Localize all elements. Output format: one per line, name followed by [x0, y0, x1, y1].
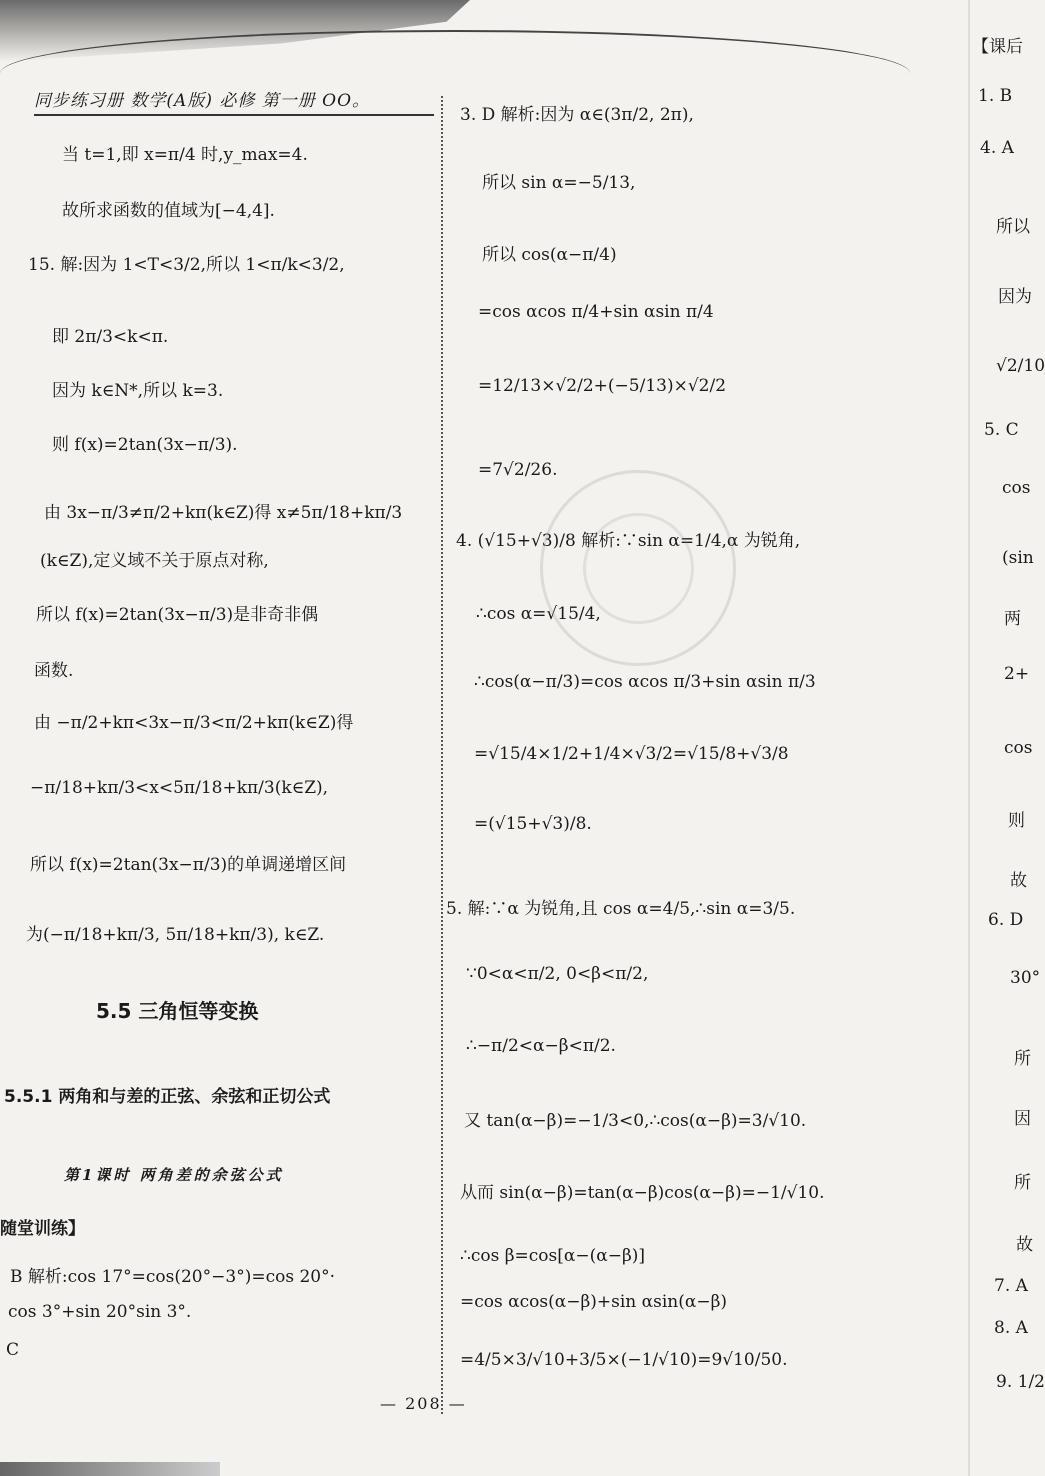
answer-line: 所以 cos(α−π/4) — [482, 245, 617, 265]
answer-line: ∵0<α<π/2, 0<β<π/2, — [466, 964, 649, 984]
practice-heading: 随堂训练】 — [0, 1219, 85, 1239]
answer-line: 15. 解:因为 1<T<3/2,所以 1<π/k<3/2, — [28, 255, 345, 275]
answer-line: 函数. — [34, 661, 74, 681]
page-edge — [968, 0, 970, 1476]
answer-line: 5. 解:∵α 为锐角,且 cos α=4/5,∴sin α=3/5. — [446, 899, 796, 919]
cropped-text: (sin — [1002, 548, 1034, 568]
answer-line: 所以 f(x)=2tan(3x−π/3)是非奇非偶 — [36, 605, 319, 625]
watermark-stamp — [540, 470, 736, 666]
column-divider — [441, 96, 443, 1414]
answer-line: 又 tan(α−β)=−1/3<0,∴cos(α−β)=3/√10. — [464, 1111, 807, 1131]
answer-line: =cos αcos π/4+sin αsin π/4 — [478, 302, 714, 322]
answer-line: =(√15+√3)/8. — [474, 814, 592, 834]
answer-line: 4. (√15+√3)/8 解析:∵sin α=1/4,α 为锐角, — [456, 531, 801, 551]
cropped-text: cos — [1004, 738, 1033, 758]
answer-line: cos 3°+sin 20°sin 3°. — [8, 1302, 192, 1322]
answer-line: C — [6, 1340, 20, 1360]
answer-line: 所以 sin α=−5/13, — [482, 173, 636, 193]
running-head: 同步练习册 数学(A版) 必修 第一册 OO。 — [34, 86, 434, 116]
cropped-text: 8. A — [994, 1318, 1028, 1338]
answer-line: 3. D 解析:因为 α∈(3π/2, 2π), — [460, 105, 694, 125]
cropped-text: 7. A — [994, 1276, 1028, 1296]
answer-line: −π/18+kπ/3<x<5π/18+kπ/3(k∈Z), — [30, 778, 329, 798]
cropped-text: 5. C — [984, 420, 1019, 440]
cropped-text: 9. 1/2 — [996, 1372, 1045, 1392]
cropped-text: 所 — [1014, 1049, 1031, 1069]
answer-line: 因为 k∈N*,所以 k=3. — [52, 381, 224, 401]
answer-line: 为(−π/18+kπ/3, 5π/18+kπ/3), k∈Z. — [26, 925, 325, 945]
cropped-text: 故 — [1010, 871, 1027, 891]
answer-line: 故所求函数的值域为[−4,4]. — [62, 201, 275, 221]
answer-line: 则 f(x)=2tan(3x−π/3). — [52, 435, 238, 455]
answer-line: ∴−π/2<α−β<π/2. — [466, 1036, 616, 1056]
answer-line: 由 3x−π/3≠π/2+kπ(k∈Z)得 x≠5π/18+kπ/3 — [44, 503, 403, 523]
cropped-text: 故 — [1016, 1235, 1033, 1255]
answer-line: =7√2/26. — [478, 460, 558, 480]
answer-line: 由 −π/2+kπ<3x−π/3<π/2+kπ(k∈Z)得 — [34, 713, 354, 733]
cropped-text: 6. D — [988, 910, 1024, 930]
answer-line: 所以 f(x)=2tan(3x−π/3)的单调递增区间 — [30, 855, 347, 875]
answer-line: 当 t=1,即 x=π/4 时,y_max=4. — [62, 145, 308, 165]
answer-line: ∴cos(α−π/3)=cos αcos π/3+sin αsin π/3 — [474, 672, 816, 692]
cropped-text: 两 — [1004, 609, 1021, 629]
cropped-text: 所以 — [996, 217, 1030, 237]
cropped-text: √2/10 — [996, 356, 1045, 376]
answer-line: B 解析:cos 17°=cos(20°−3°)=cos 20°· — [10, 1267, 335, 1287]
cropped-text: 所 — [1014, 1173, 1031, 1193]
cropped-text: 因 — [1014, 1109, 1031, 1129]
cropped-text: 1. B — [978, 86, 1013, 106]
answer-line: =√15/4×1/2+1/4×√3/2=√15/8+√3/8 — [474, 744, 789, 764]
section-title: 5.5 三角恒等变换 — [96, 999, 259, 1023]
cropped-text: 2+ — [1004, 664, 1030, 684]
subsection-title: 5.5.1 两角和与差的正弦、余弦和正切公式 — [4, 1087, 331, 1107]
answer-line: ∴cos α=√15/4, — [476, 604, 601, 624]
answer-line: 从而 sin(α−β)=tan(α−β)cos(α−β)=−1/√10. — [460, 1183, 825, 1203]
answer-line: =12/13×√2/2+(−5/13)×√2/2 — [478, 376, 727, 396]
lesson-title: 第1课时 两角差的余弦公式 — [64, 1166, 284, 1184]
cropped-text: 则 — [1008, 811, 1025, 831]
cropped-text: 因为 — [998, 287, 1032, 307]
cropped-text: 【课后 — [972, 37, 1023, 57]
answer-line: (k∈Z),定义域不关于原点对称, — [40, 551, 269, 571]
page-number: — 208 — — [380, 1394, 467, 1413]
answer-line: =cos αcos(α−β)+sin αsin(α−β) — [460, 1292, 728, 1312]
answer-line: 即 2π/3<k<π. — [52, 327, 169, 347]
cropped-text: 30° — [1010, 968, 1041, 988]
cropped-text: cos — [1002, 478, 1031, 498]
answer-line: ∴cos β=cos[α−(α−β)] — [460, 1246, 646, 1266]
answer-line: =4/5×3/√10+3/5×(−1/√10)=9√10/50. — [460, 1350, 788, 1370]
watermark-stamp-inner — [583, 513, 694, 624]
cropped-text: 4. A — [980, 138, 1014, 158]
page-bottom-shadow — [0, 1462, 220, 1476]
